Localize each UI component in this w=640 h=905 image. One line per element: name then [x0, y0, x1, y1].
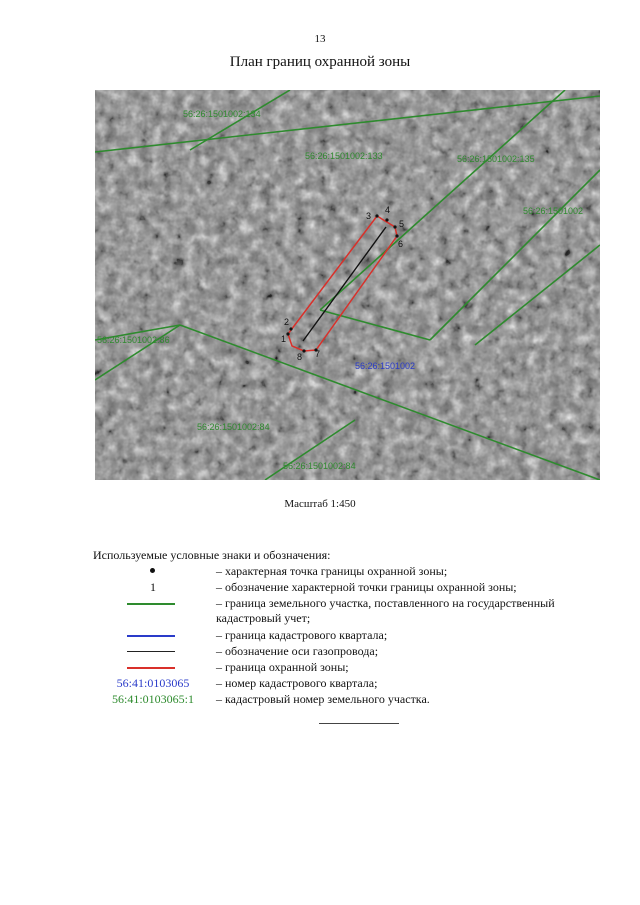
end-rule [319, 723, 399, 724]
boundary-point [385, 218, 388, 221]
parcel-label: 56:26:1501002:86 [97, 335, 170, 345]
black-line-icon [127, 651, 175, 652]
point-label-6: 6 [398, 239, 404, 249]
parcel-label: 56:26:1501002:84 [197, 422, 270, 432]
boundary-point [395, 234, 398, 237]
parcel-label: 56:26:1501002:133 [305, 151, 383, 161]
parcel-label: 56:26:1501002:84 [283, 461, 356, 471]
boundary-point [289, 327, 292, 330]
legend-desc: – обозначение характерной точки границы охранной зоны; [216, 580, 517, 594]
legend-desc: – граница земельного участка, поставленного на государственный кадастровый учет; [216, 596, 555, 625]
legend-desc: – граница охранной зоны; [216, 660, 349, 674]
legend-item-parcel-number [93, 692, 613, 708]
point-label-2: 2 [284, 317, 290, 327]
parcel-label: 56:26:1501002 [523, 206, 584, 216]
legend-desc: – граница кадастрового квартала; [216, 628, 388, 642]
boundary-point [286, 332, 289, 335]
legend-symbol-text: 1 [150, 580, 156, 594]
map-scale: Масштаб 1:450 [284, 498, 356, 510]
boundary-point [393, 225, 396, 228]
cadastral-map [95, 90, 600, 480]
legend-item-point [93, 564, 613, 580]
point-label-8: 8 [297, 352, 303, 362]
legend-item-quarter-boundary [93, 628, 613, 644]
parcel-label: 56:26:1501002:134 [183, 109, 261, 119]
point-label-7: 7 [315, 349, 321, 359]
legend-desc: – номер кадастрового квартала; [216, 676, 378, 690]
legend-item-point-label [93, 580, 613, 596]
point-label-5: 5 [399, 219, 405, 229]
legend-item-quarter-number [93, 676, 613, 692]
point-label-4: 4 [385, 205, 391, 215]
point-dot-icon [150, 568, 155, 573]
legend-item-protection-zone [93, 660, 613, 676]
legend-item-parcel-boundary [93, 596, 613, 628]
map-image [95, 90, 600, 480]
legend-symbol-text: 56:41:0103065:1 [111, 692, 194, 706]
point-label-3: 3 [366, 211, 372, 221]
red-line-icon [127, 667, 175, 669]
boundary-point [302, 349, 305, 352]
page-title: План границ охранной зоны [229, 54, 411, 70]
legend-desc: – характерная точка границы охранной зоны; [216, 564, 448, 578]
legend-symbol-text: 56:41:0103065 [116, 676, 190, 690]
legend-item-pipeline-axis [93, 644, 613, 660]
legend-desc: – кадастровый номер земельного участка. [216, 692, 430, 706]
legend-desc: – обозначение оси газопровода; [216, 644, 379, 658]
parcel-label: 56:26:1501002:135 [457, 154, 535, 164]
page-number: 13 [314, 33, 326, 45]
legend-title: Используемые условные знаки и обозначения: [93, 548, 331, 562]
quarter-label: 56:26:1501002 [355, 361, 416, 371]
green-line-icon [127, 603, 175, 605]
blue-line-icon [127, 635, 175, 637]
point-label-1: 1 [281, 334, 287, 344]
boundary-point [375, 214, 378, 217]
